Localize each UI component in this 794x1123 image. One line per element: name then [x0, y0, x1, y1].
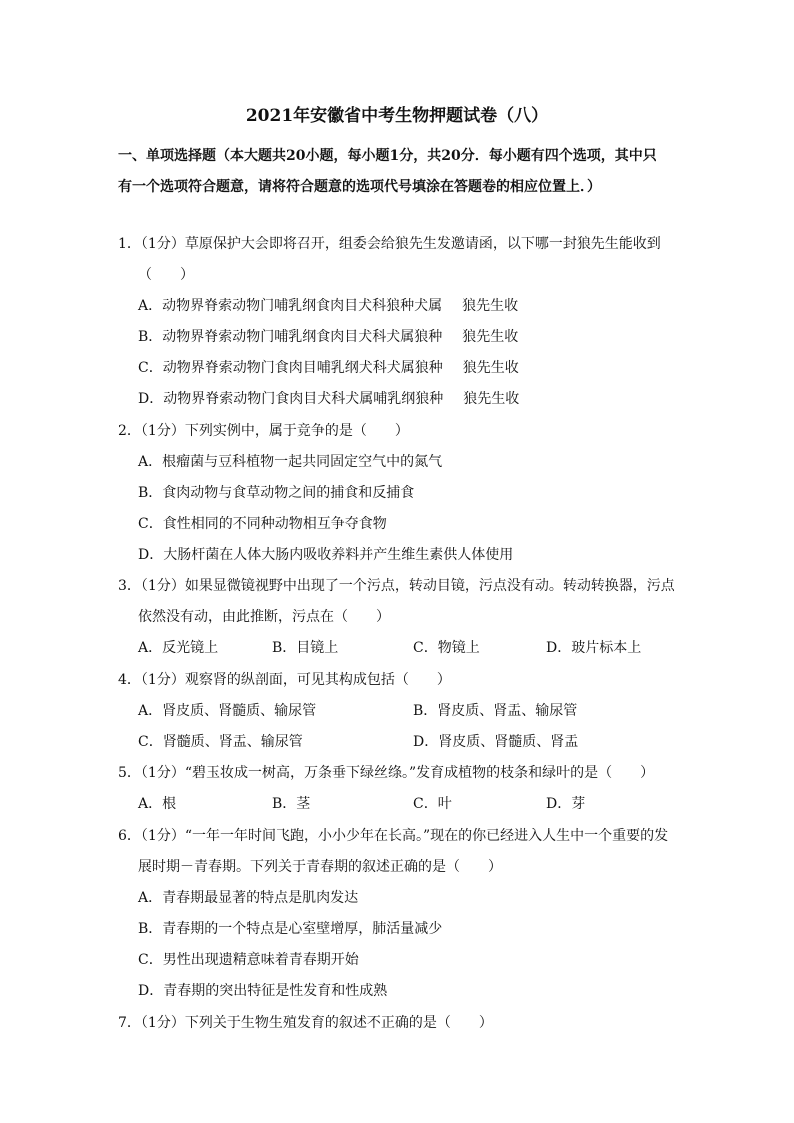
option-5d: D．芽 [546, 796, 586, 812]
option-1b-sign: 狼先生收 [462, 329, 519, 345]
option-1d-text: D．动物界脊索动物门食肉目犬科犬属哺乳纲狼种 [138, 391, 444, 407]
option-1b [138, 327, 518, 347]
question-6-stem: 6．（1分）“一年一年时间飞跑，小小少年在长高。”现在的你已经进入人生中一个重要的发 [118, 828, 669, 844]
option-1a-sign: 狼先生收 [462, 298, 519, 314]
section-heading-line-1: 一、单项选择题（本大题共20小题，每小题1分，共20分．每小题有四个选项，其中只 [118, 148, 657, 164]
option-1c-text: C．动物界脊索动物门食肉目哺乳纲犬科犬属狼种 [138, 360, 443, 376]
option-2b: B．食肉动物与食草动物之间的捕食和反捕食 [138, 485, 415, 501]
question-3-stem-cont: 依然没有动，由此推断，污点在（ ） [138, 609, 390, 625]
option-4d: D．肾皮质、肾髓质、肾盂 [413, 734, 579, 750]
option-1d-sign: 狼先生收 [463, 391, 520, 407]
option-3a: A．反光镜上 [138, 640, 219, 656]
option-2c: C．食性相同的不同种动物相互争夺食物 [138, 516, 387, 532]
option-6c: C．男性出现遗精意味着青春期开始 [138, 952, 359, 968]
question-1-stem-cont: （ ） [138, 267, 194, 283]
option-1c [138, 358, 519, 378]
section-heading-line-2: 有一个选项符合题意，请将符合题意的选项代号填涂在答题卷的相应位置上．） [118, 179, 601, 195]
option-3c: C．物镜上 [413, 640, 480, 656]
option-4a: A．肾皮质、肾髓质、输尿管 [138, 703, 317, 719]
option-5a: A．根 [138, 796, 177, 812]
option-1c-sign: 狼先生收 [462, 360, 519, 376]
option-6b: B．青春期的一个特点是心室壁增厚，肺活量减少 [138, 921, 443, 937]
section-heading [118, 141, 678, 203]
option-3b: B．目镜上 [272, 640, 339, 656]
option-4c: C．肾髓质、肾盂、输尿管 [138, 734, 303, 750]
option-5b: B．茎 [272, 796, 311, 812]
option-6a: A．青春期最显著的特点是肌肉发达 [138, 890, 359, 906]
question-2-stem: 2．（1分）下列实例中，属于竞争的是（ ） [118, 423, 409, 439]
question-1-stem: 1．（1分）草原保护大会即将召开，组委会给狼先生发邀请函，以下哪一封狼先生能收到 [118, 236, 661, 252]
option-2d: D．大肠杆菌在人体大肠内吸收养料并产生维生素供人体使用 [138, 547, 514, 563]
option-1d [138, 389, 519, 409]
option-6d: D．青春期的突出特征是性发育和性成熟 [138, 983, 388, 999]
option-1a [138, 296, 518, 316]
question-3-stem: 3．（1分）如果显微镜视野中出现了一个污点，转动目镜，污点没有动。转动转换器，污点 [118, 578, 675, 594]
option-1b-text: B．动物界脊索动物门哺乳纲食肉目犬科犬属狼种 [138, 329, 443, 345]
option-3d: D．玻片标本上 [546, 640, 642, 656]
page-title: 2021年安徽省中考生物押题试卷（八） [245, 106, 549, 126]
option-5c: C．叶 [413, 796, 452, 812]
question-4-stem: 4．（1分）观察肾的纵剖面，可见其构成包括（ ） [118, 672, 451, 688]
option-2a: A．根瘤菌与豆科植物一起共同固定空气中的氮气 [138, 454, 443, 470]
question-6-stem-cont: 展时期－青春期。下列关于青春期的叙述正确的是（ ） [138, 859, 502, 875]
question-7-stem: 7．（1分）下列关于生物生殖发育的叙述不正确的是（ ） [118, 1015, 493, 1031]
question-5-stem: 5．（1分）“碧玉妆成一树高，万条垂下绿丝绦。”发育成植物的枝条和绿叶的是（ ） [118, 765, 655, 781]
option-1a-text: A．动物界脊索动物门哺乳纲食肉目犬科狼种犬属 [138, 298, 443, 314]
option-4b: B．肾皮质、肾盂、输尿管 [413, 703, 578, 719]
